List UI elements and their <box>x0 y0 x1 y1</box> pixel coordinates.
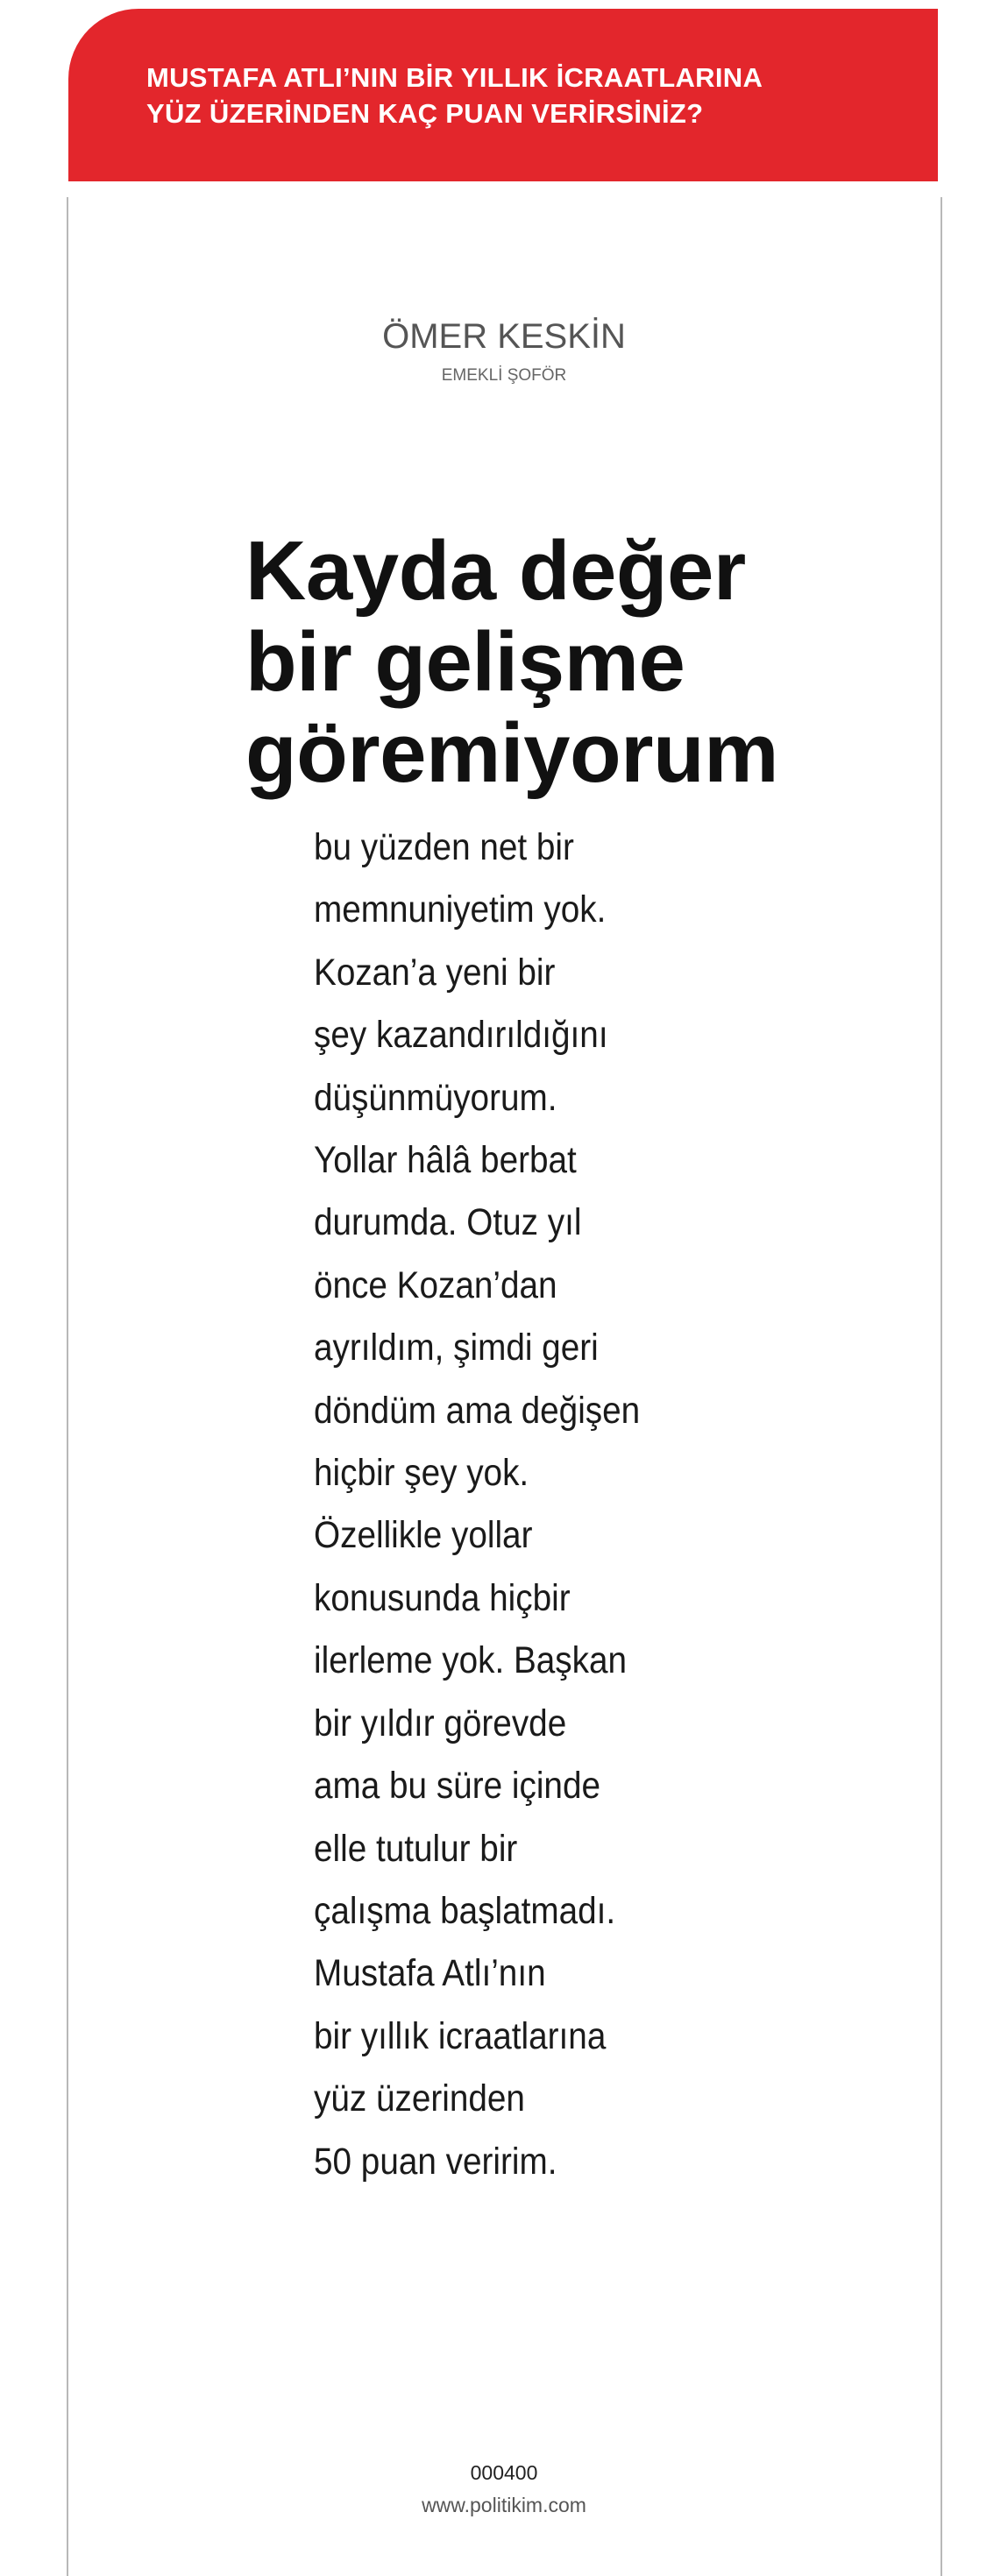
banner-line-1: MUSTAFA ATLI’NIN BİR YILLIK İCRAATLARINA <box>146 62 763 93</box>
body-line: memnuniyetim yok. <box>314 888 607 931</box>
body-line: ama bu süre içinde <box>314 1765 600 1808</box>
body-line: 50 puan veririm. <box>314 2140 557 2183</box>
body-line: konusunda hiçbir <box>314 1576 571 1619</box>
body-line: ayrıldım, şimdi geri <box>314 1327 599 1369</box>
headline-line-1: Kayda değer <box>245 524 746 618</box>
body-line: yüz üzerinden <box>314 2077 525 2120</box>
footer-code: 000400 <box>470 2461 538 2484</box>
person-name: ÖMER KESKİN <box>382 317 626 356</box>
body-line: ilerleme yok. Başkan <box>314 1639 628 1682</box>
body-line: Özellikle yollar <box>314 1514 533 1557</box>
banner-line-2: YÜZ ÜZERİNDEN KAÇ PUAN VERİRSİNİZ? <box>146 98 704 129</box>
body-line: çalışma başlatmadı. <box>314 1889 616 1932</box>
body-line: Kozan’a yeni bir <box>314 951 556 994</box>
body-line: düşünmüyorum. <box>314 1076 557 1119</box>
body-line: şey kazandırıldığını <box>314 1014 608 1057</box>
headline-line-3: göremiyorum <box>245 706 778 800</box>
question-banner <box>68 9 938 181</box>
body-line: elle tutulur bir <box>314 1827 518 1870</box>
footer-website-link[interactable]: www.politikim.com <box>422 2494 586 2516</box>
body-line: bir yıldır görevde <box>314 1702 567 1744</box>
body-line: bu yüzden net bir <box>314 826 574 868</box>
frame-left-rule <box>67 197 68 2576</box>
body-line: Yollar hâlâ berbat <box>314 1139 577 1182</box>
body-line: Mustafa Atlı’nın <box>314 1952 546 1995</box>
body-line: döndüm ama değişen <box>314 1389 641 1432</box>
frame-right-rule <box>941 197 942 2576</box>
body-line: durumda. Otuz yıl <box>314 1201 582 1244</box>
body-line: önce Kozan’dan <box>314 1263 557 1306</box>
body-line: hiçbir şey yok. <box>314 1452 529 1495</box>
headline-line-2: bir gelişme <box>245 615 685 709</box>
quote-body <box>314 817 724 2193</box>
person-role: EMEKLİ ŞOFÖR <box>441 366 567 385</box>
quote-headline <box>245 526 789 799</box>
body-line: bir yıllık icraatlarına <box>314 2014 607 2057</box>
